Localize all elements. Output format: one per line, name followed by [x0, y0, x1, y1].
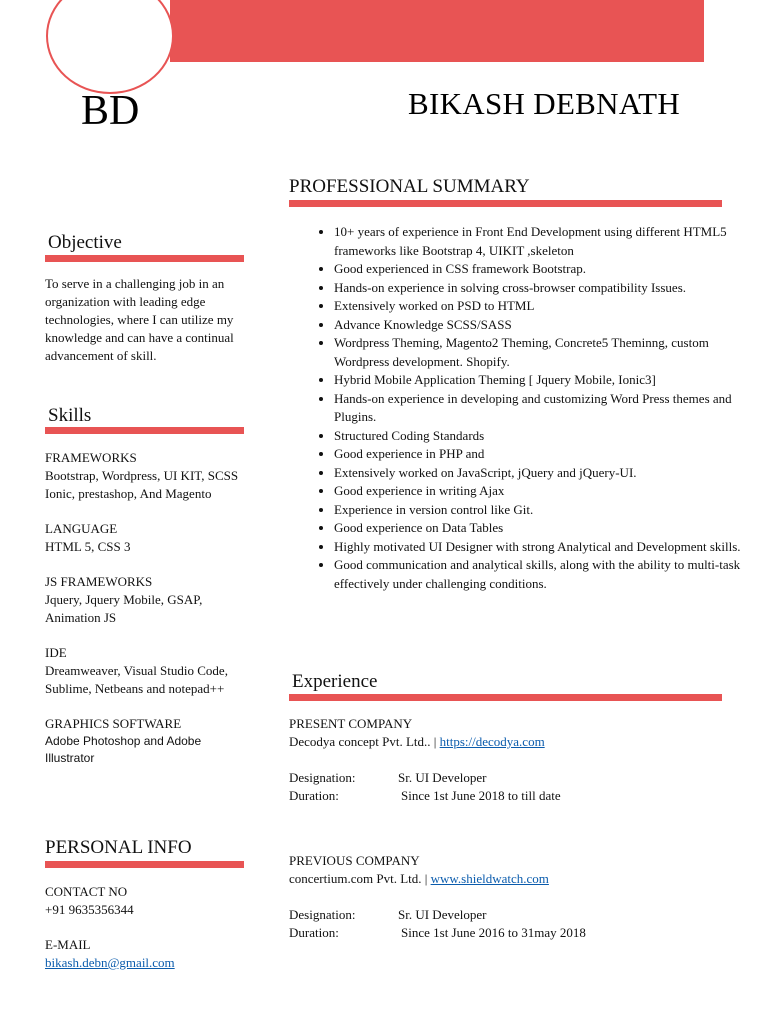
experience-heading: Experience	[292, 671, 378, 692]
skill-group-text: Adobe Photoshop and Adobe Illustrator	[45, 734, 202, 765]
skill-group-title: FRAMEWORKS	[45, 450, 137, 465]
summary-item: • Hybrid Mobile Application Theming [ Jquery Mobile, Ionic3]	[334, 371, 744, 390]
previous-company	[289, 852, 586, 942]
summary-item: • Advance Knowledge SCSS/SASS	[334, 316, 744, 335]
summary-item: • Experience in version control like Git.	[334, 501, 744, 520]
skill-group-text: Jquery, Jquery Mobile, GSAP, Animation JS	[45, 592, 203, 625]
skill-group-graphics-software	[45, 715, 250, 767]
present-designation-row	[289, 769, 561, 787]
email-link[interactable]: bikash.debn@gmail.com	[45, 955, 175, 970]
designation-label: Designation:	[289, 907, 356, 922]
skill-group-title: LANGUAGE	[45, 521, 118, 536]
header-accent-bar	[170, 0, 704, 62]
summary-item: • Structured Coding Standards	[334, 427, 744, 446]
skills-list	[45, 449, 250, 784]
present-company-label: PRESENT COMPANY	[289, 716, 413, 731]
duration-value: Since 1st June 2016 to 31may 2018	[401, 925, 586, 940]
experience-divider	[289, 694, 722, 701]
avatar-circle	[46, 0, 174, 94]
email-label: E-MAIL	[45, 937, 91, 952]
summary-item: • Good communication and analytical skills, along with the ability to multi-task effectively under challenging conditions.	[334, 556, 744, 593]
summary-item: • Extensively worked on PSD to HTML	[334, 297, 744, 316]
summary-item: • Good experience on Data Tables	[334, 519, 744, 538]
skill-group-title: IDE	[45, 645, 67, 660]
designation-value: Sr. UI Developer	[398, 907, 487, 922]
summary-item: • Good experience in writing Ajax	[334, 482, 744, 501]
summary-item: • Highly motivated UI Designer with strong Analytical and Development skills.	[334, 538, 744, 557]
summary-item: • Good experienced in CSS framework Bootstrap.	[334, 260, 744, 279]
summary-divider	[289, 200, 722, 207]
summary-item: • 10+ years of experience in Front End Development using different HTML5 frameworks like Bootstrap 4, UIKIT ,skeleton	[334, 223, 744, 260]
objective-heading: Objective	[48, 232, 122, 253]
skills-heading: Skills	[48, 405, 92, 426]
previous-company-link[interactable]: www.shieldwatch.com	[430, 871, 549, 886]
summary-list	[308, 223, 744, 593]
contact-value: +91 9635356344	[45, 902, 134, 917]
present-company-link[interactable]: https://decodya.com	[439, 734, 545, 749]
skill-group-ide	[45, 644, 250, 698]
objective-text: To serve in a challenging job in an organization with leading edge technologies, where I can utilize my knowledge and can have a continual advancement of skill.	[45, 276, 234, 363]
previous-designation-row	[289, 906, 586, 924]
skill-group-text: HTML 5, CSS 3	[45, 539, 131, 554]
skill-group-text: Bootstrap, Wordpress, UI KIT, SCSS Ionic, prestashop, And Magento	[45, 468, 239, 501]
skills-divider	[45, 427, 244, 434]
present-duration-row	[289, 787, 561, 805]
skill-group-frameworks	[45, 449, 250, 503]
summary-item: • Extensively worked on JavaScript, jQuery and jQuery-UI.	[334, 464, 744, 483]
present-company	[289, 715, 561, 805]
designation-label: Designation:	[289, 770, 356, 785]
summary-item: • Good experience in PHP and	[334, 445, 744, 464]
summary-heading: PROFESSIONAL SUMMARY	[289, 176, 530, 197]
summary-item: • Hands-on experience in solving cross-browser compatibility Issues.	[334, 279, 744, 298]
skill-group-language	[45, 520, 250, 556]
skill-group-title: JS FRAMEWORKS	[45, 574, 153, 589]
objective-divider	[45, 255, 244, 262]
initials: BD	[81, 88, 140, 134]
skill-group-text: Dreamweaver, Visual Studio Code, Sublime, Netbeans and notepad++	[45, 663, 228, 696]
personal-info-heading: PERSONAL INFO	[45, 837, 192, 858]
summary-item: • Wordpress Theming, Magento2 Theming, Concrete5 Theminng, custom Wordpress development. Shopify.	[334, 334, 744, 371]
summary-item: • Hands-on experience in developing and customizing Word Press themes and Plugins.	[334, 390, 744, 427]
skill-group-js-frameworks	[45, 573, 250, 627]
duration-label: Duration:	[289, 925, 339, 940]
spacer	[45, 919, 250, 936]
skill-group-title: GRAPHICS SOFTWARE	[45, 716, 182, 731]
designation-value: Sr. UI Developer	[398, 770, 487, 785]
duration-label: Duration:	[289, 788, 339, 803]
personal-info	[45, 883, 250, 972]
duration-value: Since 1st June 2018 to till date	[401, 788, 561, 803]
contact-label: CONTACT NO	[45, 884, 128, 899]
personal-info-divider	[45, 861, 244, 868]
candidate-name: BIKASH DEBNATH	[408, 86, 681, 121]
previous-company-label: PREVIOUS COMPANY	[289, 853, 420, 868]
previous-duration-row	[289, 924, 586, 942]
present-company-name: Decodya concept Pvt. Ltd.. | https://decodya.com	[289, 734, 545, 749]
previous-company-name: concertium.com Pvt. Ltd. | www.shieldwatch.com	[289, 871, 549, 886]
